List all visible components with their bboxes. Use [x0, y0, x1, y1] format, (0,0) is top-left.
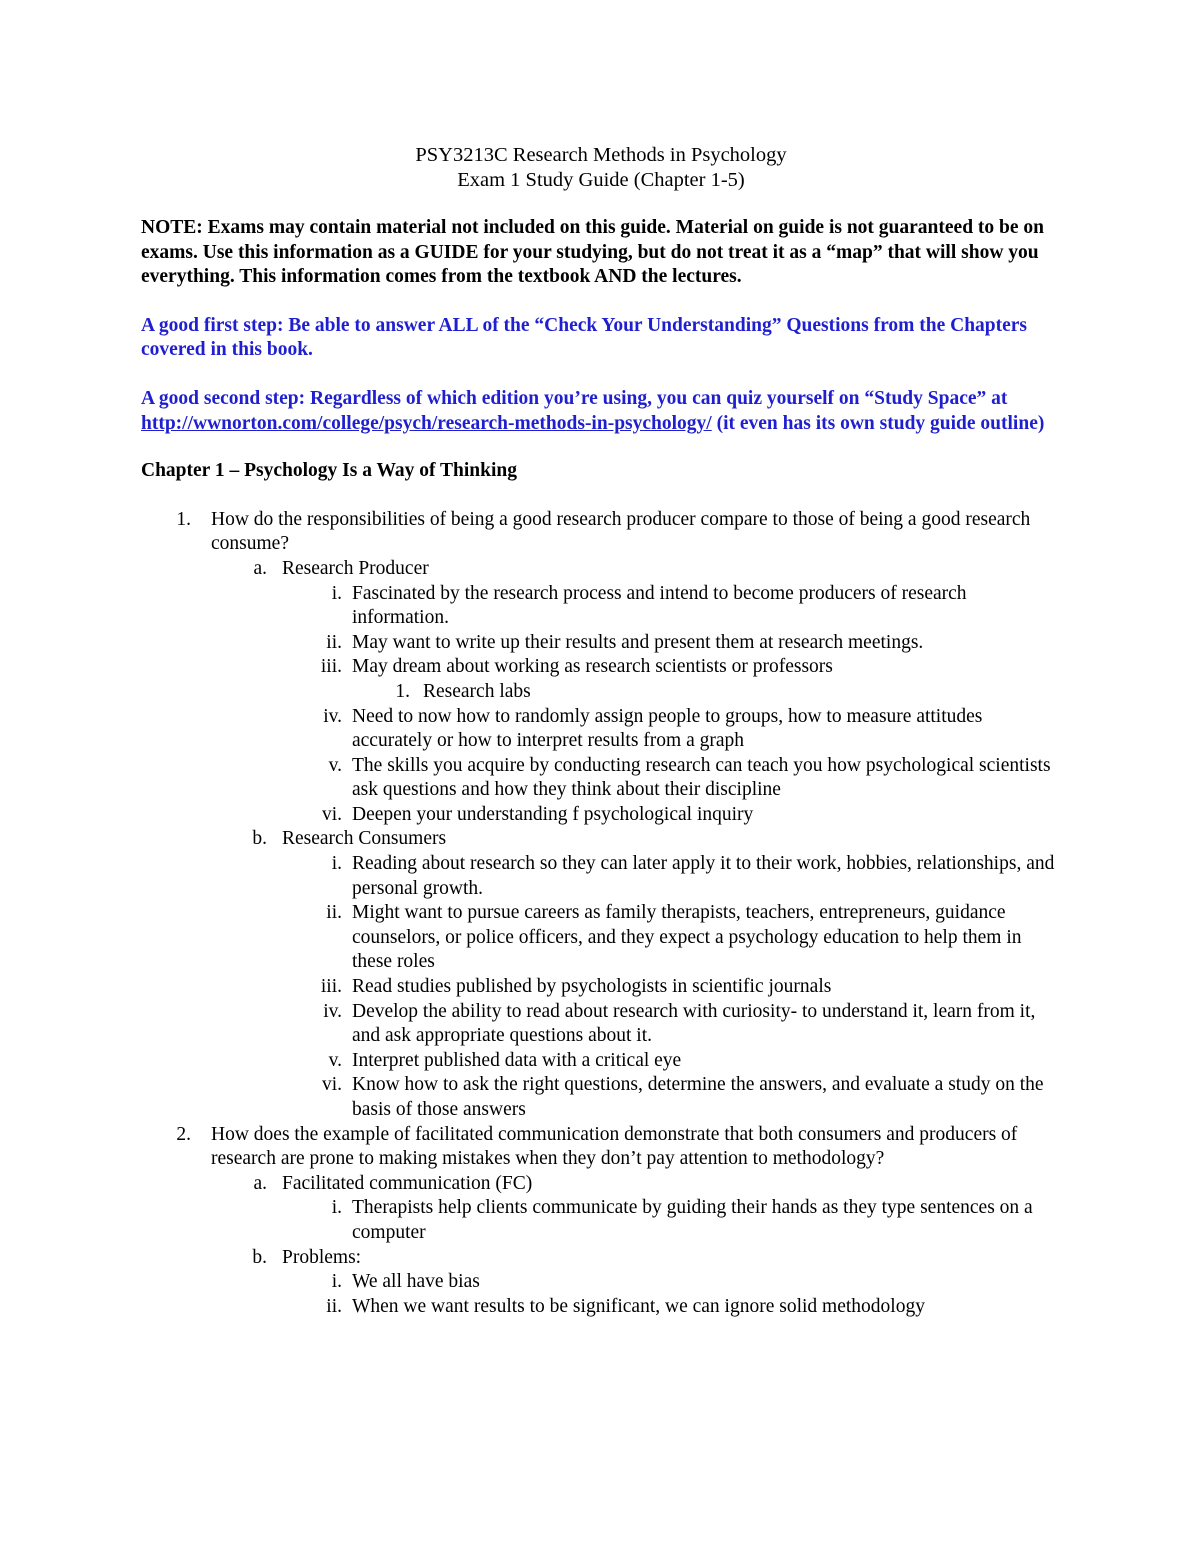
exam-title: Exam 1 Study Guide (Chapter 1-5)	[457, 169, 745, 191]
point-text: May dream about working as research scientists or professors	[352, 656, 833, 678]
point-numeral: ii.	[326, 1295, 342, 1317]
point-item	[282, 1196, 1061, 1245]
first-step-paragraph: A good first step: Be able to answer ALL of the “Check Your Understanding” Questions from the Chapters covered in this book.	[141, 314, 1028, 361]
subtopic-letter: a.	[253, 1172, 267, 1194]
point-item	[282, 655, 1061, 704]
point-numeral: vi.	[321, 803, 342, 825]
point-list	[282, 1270, 1061, 1319]
point-item	[282, 1073, 1061, 1122]
subtopic-item	[211, 557, 1061, 828]
point-list	[282, 582, 1061, 828]
document-title	[141, 143, 1061, 193]
point-item	[282, 901, 1061, 975]
point-numeral: iii.	[320, 976, 342, 998]
point-item	[282, 754, 1061, 803]
question-number: 2.	[176, 1123, 191, 1145]
point-item	[282, 631, 1061, 656]
second-step-paragraph	[141, 387, 1061, 436]
question-item	[141, 508, 1061, 1123]
point-numeral: i.	[331, 1271, 342, 1293]
point-item	[282, 803, 1061, 828]
point-item	[282, 1049, 1061, 1074]
point-text: Might want to pursue careers as family therapists, teachers, entrepreneurs, guidance counselors, or police officers, and they expect a psychology education to help them in these roles	[352, 902, 1022, 973]
subtopic-item	[211, 827, 1061, 1122]
subtopic-item	[211, 1246, 1061, 1320]
point-text: Therapists help clients communicate by guiding their hands as they type sentences on a computer	[352, 1197, 1033, 1243]
subtopic-letter: b.	[252, 828, 267, 850]
question-item	[141, 1123, 1061, 1320]
point-list	[282, 852, 1061, 1123]
subtopic-letter: a.	[253, 557, 267, 579]
second-step-tail: (it even has its own study guide outline)	[711, 412, 1045, 434]
question-list	[141, 508, 1061, 1320]
second-step-text: A good second step: Regardless of which edition you’re using, you can quiz yourself on “Study Space” at	[141, 387, 1008, 409]
detail-number: 1.	[395, 680, 410, 702]
point-text: Fascinated by the research process and intend to become producers of research information.	[352, 582, 967, 629]
point-numeral: i.	[331, 1197, 342, 1219]
point-text: The skills you acquire by conducting research can teach you how psychological scientists ask questions and how they think about their discipline	[352, 754, 1051, 801]
point-item	[282, 852, 1061, 901]
point-text: May want to write up their results and present them at research meetings.	[352, 631, 924, 653]
point-numeral: vi.	[321, 1074, 342, 1096]
detail-list	[352, 680, 1061, 705]
point-numeral: iii.	[320, 656, 342, 678]
point-text: Develop the ability to read about research with curiosity- to understand it, learn from it, and ask appropriate questions about it.	[352, 1000, 1036, 1047]
chapter-heading: Chapter 1 – Psychology Is a Way of Thinking	[141, 460, 518, 482]
study-space-link[interactable]: http://wwnorton.com/college/psych/research-methods-in-psychology/	[141, 412, 712, 434]
course-title: PSY3213C Research Methods in Psychology	[415, 144, 787, 166]
point-numeral: ii.	[326, 902, 342, 924]
point-numeral: v.	[328, 1049, 342, 1071]
point-item	[282, 582, 1061, 631]
point-numeral: i.	[331, 582, 342, 604]
point-text: Reading about research so they can later apply it to their work, hobbies, relationships, and personal growth.	[352, 853, 1055, 899]
point-item	[282, 705, 1061, 754]
subtopic-text: Research Producer	[282, 557, 429, 579]
subtopic-list	[211, 557, 1061, 1123]
point-numeral: iv.	[323, 705, 342, 727]
subtopic-text: Research Consumers	[282, 828, 447, 850]
point-numeral: i.	[331, 853, 342, 875]
question-text: How does the example of facilitated communication demonstrate that both consumers and producers of research are prone to making mistakes when they don’t pay attention to methodology?	[211, 1123, 1018, 1170]
note-paragraph: NOTE: Exams may contain material not included on this guide. Material on guide is not guaranteed to be on exams. Use this information as a GUIDE for your studying, but do not treat it as a “map” that will show you everything. This information comes from the textbook AND the lectures.	[141, 217, 1044, 288]
subtopic-text: Facilitated communication (FC)	[282, 1172, 533, 1194]
subtopic-list	[211, 1172, 1061, 1320]
subtopic-item	[211, 1172, 1061, 1246]
point-numeral: v.	[328, 754, 342, 776]
point-list	[282, 1196, 1061, 1245]
point-item	[282, 1000, 1061, 1049]
point-item	[282, 975, 1061, 1000]
point-text: Read studies published by psychologists in scientific journals	[352, 976, 832, 998]
point-text: We all have bias	[352, 1271, 480, 1293]
point-text: Know how to ask the right questions, determine the answers, and evaluate a study on the basis of those answers	[352, 1074, 1044, 1120]
detail-item	[352, 680, 1061, 705]
point-numeral: iv.	[323, 1000, 342, 1022]
point-text: When we want results to be significant, we can ignore solid methodology	[352, 1295, 925, 1317]
point-item	[282, 1270, 1061, 1295]
point-text: Need to now how to randomly assign people to groups, how to measure attitudes accurately or how to interpret results from a graph	[352, 705, 983, 752]
subtopic-letter: b.	[252, 1246, 267, 1268]
subtopic-text: Problems:	[282, 1246, 362, 1268]
document-content	[141, 143, 1061, 1319]
point-text: Interpret published data with a critical eye	[352, 1049, 682, 1071]
question-text: How do the responsibilities of being a good research producer compare to those of being a good research consume?	[211, 508, 1031, 555]
question-number: 1.	[176, 508, 191, 530]
detail-text: Research labs	[423, 680, 531, 702]
point-numeral: ii.	[326, 631, 342, 653]
point-text: Deepen your understanding f psychological inquiry	[352, 803, 754, 825]
point-item	[282, 1295, 1061, 1320]
